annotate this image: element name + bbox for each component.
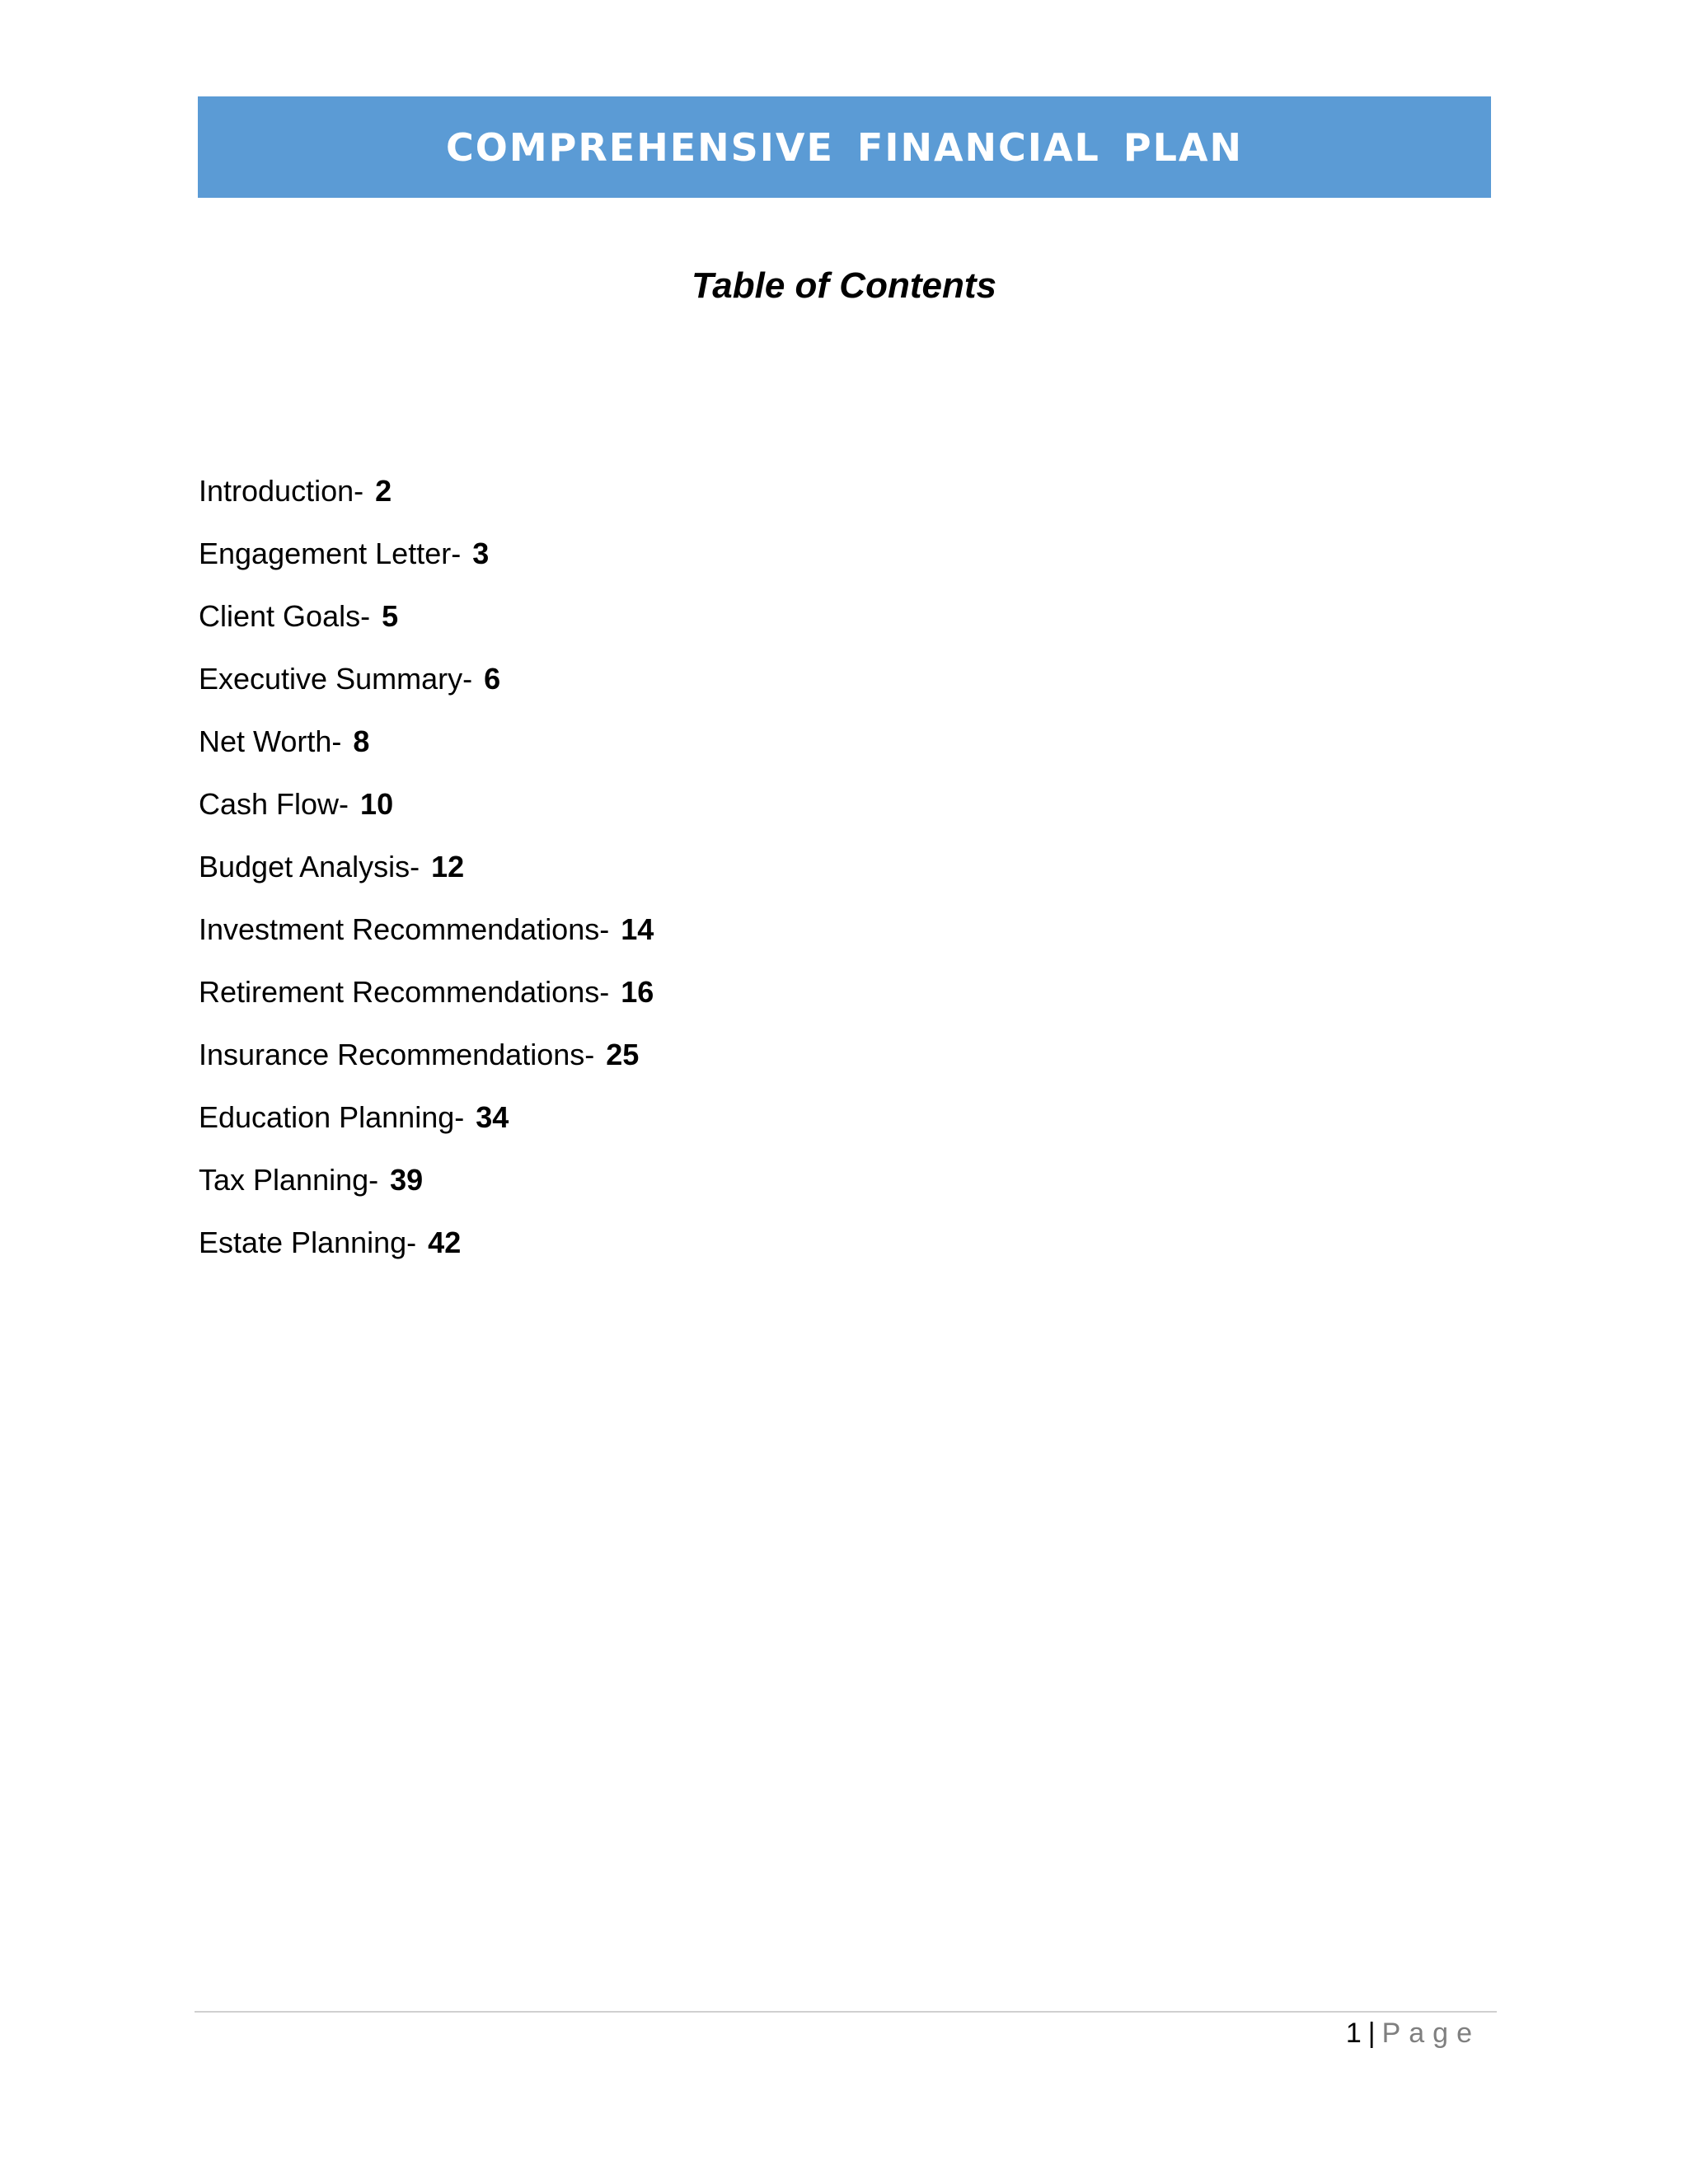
toc-item-page: 16 <box>621 975 654 1009</box>
footer-page-number: 1 <box>1345 2018 1362 2049</box>
toc-item-engagement-letter[interactable] <box>199 532 1188 595</box>
title-banner <box>198 96 1491 198</box>
toc-item-budget-analysis[interactable] <box>199 846 1188 908</box>
footer-divider <box>195 2011 1497 2013</box>
toc-item-label: Insurance Recommendations- <box>199 1038 595 1071</box>
toc-item-estate-planning[interactable] <box>199 1221 1188 1284</box>
document-title: COMPREHENSIVE FINANCIAL PLAN <box>446 124 1243 170</box>
toc-item-tax-planning[interactable] <box>199 1159 1188 1221</box>
toc-item-label: Retirement Recommendations- <box>199 975 610 1009</box>
toc-item-label: Estate Planning- <box>199 1226 417 1259</box>
toc-item-label: Client Goals- <box>199 599 371 633</box>
toc-item-net-worth[interactable] <box>199 720 1188 783</box>
toc-item-label: Executive Summary- <box>199 662 473 696</box>
page-footer <box>1346 2013 1480 2054</box>
toc-item-page: 39 <box>390 1163 424 1197</box>
toc-item-page: 12 <box>431 850 465 883</box>
toc-item-label: Introduction- <box>199 474 364 508</box>
toc-item-cash-flow[interactable] <box>199 783 1188 846</box>
toc-item-page: 14 <box>621 912 654 946</box>
toc-item-page: 25 <box>606 1038 640 1071</box>
toc-item-insurance-recommendations[interactable] <box>199 1033 1188 1096</box>
toc-item-page: 2 <box>375 474 392 508</box>
toc-item-investment-recommendations[interactable] <box>199 908 1188 971</box>
toc-item-page: 34 <box>476 1100 509 1134</box>
toc-item-label: Tax Planning- <box>199 1163 379 1197</box>
toc-item-page: 6 <box>484 662 501 696</box>
toc-item-page: 42 <box>428 1226 462 1259</box>
toc-list <box>199 470 1188 1284</box>
toc-item-label: Investment Recommendations- <box>199 912 610 946</box>
footer-separator: | <box>1367 2018 1376 2049</box>
toc-item-page: 3 <box>472 537 490 570</box>
toc-item-client-goals[interactable] <box>199 595 1188 658</box>
toc-item-page: 10 <box>360 787 394 821</box>
toc-item-label: Engagement Letter- <box>199 537 462 570</box>
toc-item-label: Budget Analysis- <box>199 850 420 883</box>
toc-item-label: Education Planning- <box>199 1100 465 1134</box>
toc-item-label: Net Worth- <box>199 724 342 758</box>
toc-item-education-planning[interactable] <box>199 1096 1188 1159</box>
toc-item-page: 8 <box>353 724 370 758</box>
toc-item-page: 5 <box>382 599 399 633</box>
toc-item-retirement-recommendations[interactable] <box>199 971 1188 1033</box>
footer-page-word: Page <box>1381 2018 1480 2049</box>
toc-item-label: Cash Flow- <box>199 787 349 821</box>
toc-item-executive-summary[interactable] <box>199 658 1188 720</box>
toc-item-introduction[interactable] <box>199 470 1188 532</box>
toc-heading: Table of Contents <box>692 265 996 306</box>
